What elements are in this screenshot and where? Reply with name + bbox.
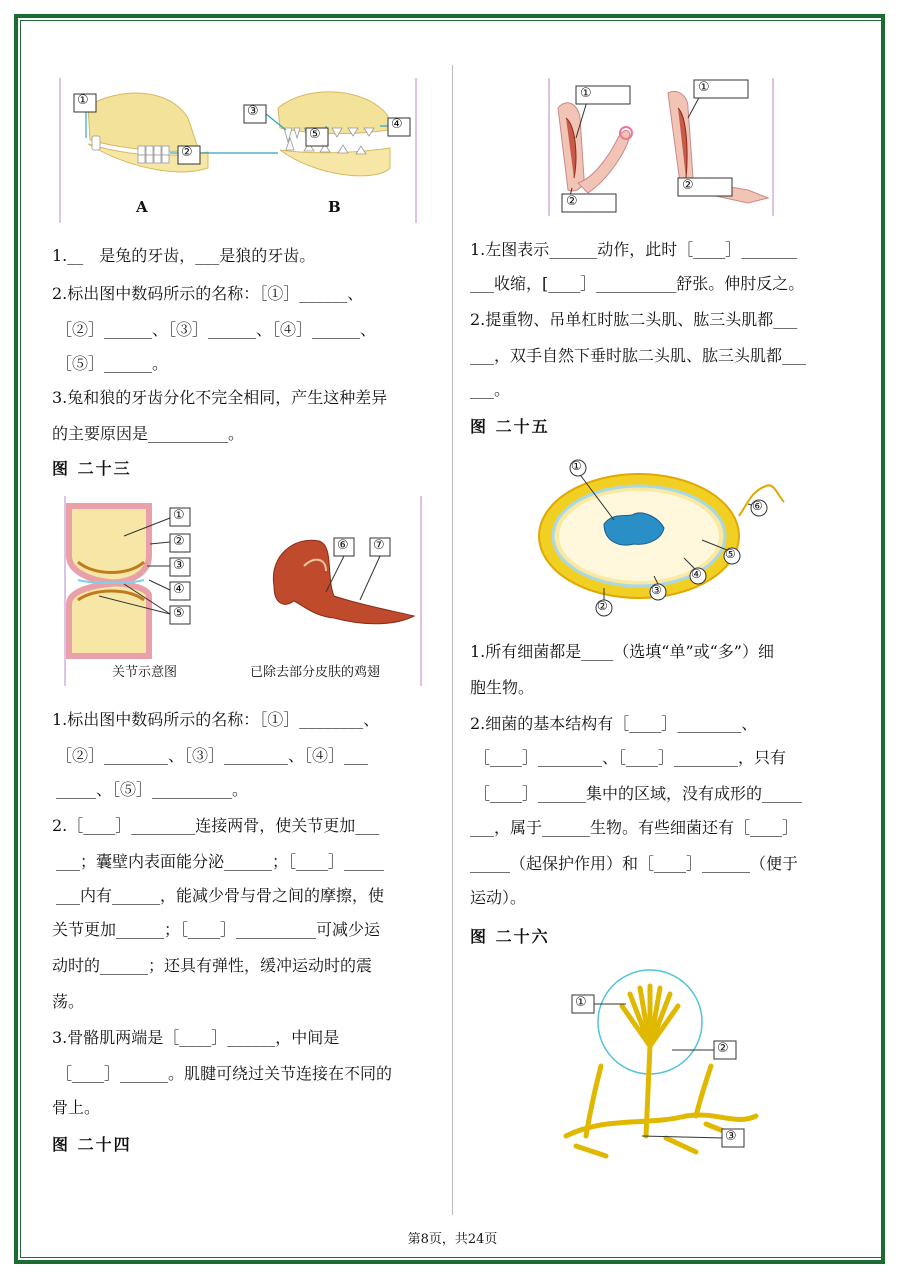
arm-muscle-figure <box>548 78 774 216</box>
fig25-label-2: ② <box>597 599 608 613</box>
teeth-figure <box>58 78 418 223</box>
fig22-label-2: ② <box>181 145 193 160</box>
fig24-label-2a: ② <box>566 194 578 209</box>
fig25-title: 图 二十五 <box>470 417 550 436</box>
chicken-wing-caption: 已除去部分皮肤的鸡翅 <box>250 665 381 680</box>
joint-question-line-12: 骨上。 <box>52 1098 101 1117</box>
joint-illustration <box>64 496 422 686</box>
bacteria-question-line-3: 2.细菌的基本结构有［____］________、 <box>470 714 758 733</box>
joint-question-line-7: 关节更加______；［____］__________可减少运 <box>52 920 381 939</box>
joint-question-line-8: 动时的______；还具有弹性，缓冲运动时的震 <box>52 956 373 975</box>
bacterium-figure <box>534 456 790 618</box>
teeth-question-line-1: 1.__ 是兔的牙齿，___是狼的牙齿。 <box>52 246 316 265</box>
joint-question-line-4: 2.［____］________连接两骨，使关节更加___ <box>52 816 380 835</box>
fig24-label-1a: ① <box>580 86 592 101</box>
fig23-label-3: ③ <box>173 558 185 573</box>
fig26-label-3: ③ <box>725 1129 737 1144</box>
teeth-illustration <box>58 78 418 223</box>
teeth-question-line-3: ［②］______、［③］______、［④］______、 <box>56 320 377 339</box>
fig25-label-1: ① <box>571 459 582 473</box>
fig23-title: 图 二十三 <box>52 459 132 478</box>
arm-question-line-2: ___收缩，[____］__________舒张。伸肘反之。 <box>470 274 805 293</box>
bacterium-illustration <box>534 456 790 618</box>
fig24-title: 图 二十四 <box>52 1135 132 1154</box>
page-footer: 第8页，共24页 <box>407 1232 498 1247</box>
fig25-label-4: ④ <box>691 567 702 581</box>
teeth-question-line-4: ［⑤］______。 <box>56 354 169 373</box>
joint-question-line-10: 3.骨骼肌两端是［____］______，中间是 <box>52 1028 340 1047</box>
bacteria-question-line-1: 1.所有细菌都是____（选填“单”或“多”）细 <box>470 642 774 661</box>
column-divider <box>452 65 453 1215</box>
fig22-label-1: ① <box>77 93 89 108</box>
joint-question-line-2: ［②］________、［③］________、［④］___ <box>56 746 369 765</box>
bacteria-question-line-5: ［____］______集中的区域，没有成形的_____ <box>474 784 803 803</box>
joint-question-line-5: ___；囊壁内表面能分泌______；［____］_____ <box>56 852 385 871</box>
arm-question-line-1: 1.左图表示______动作，此时［____］_______ <box>470 240 798 259</box>
fig23-label-1: ① <box>173 508 185 523</box>
fig22-caption-a: A <box>136 198 148 216</box>
bacteria-question-line-4: ［____］________、［____］________，只有 <box>474 748 787 767</box>
joint-figure <box>64 496 422 686</box>
fig23-label-2: ② <box>173 534 185 549</box>
arm-question-line-3: 2.提重物、吊单杠时肱二头肌、肱三头肌都___ <box>470 310 798 329</box>
fungus-figure <box>546 966 778 1164</box>
joint-caption: 关节示意图 <box>112 665 178 680</box>
fig26-label-1: ① <box>575 995 587 1010</box>
fig23-label-5: ⑤ <box>173 606 185 621</box>
fig22-label-3: ③ <box>247 104 259 119</box>
joint-question-line-11: ［____］______。肌腱可绕过关节连接在不同的 <box>56 1064 393 1083</box>
teeth-question-line-6: 的主要原因是__________。 <box>52 424 245 443</box>
joint-question-line-9: 荡。 <box>52 992 85 1011</box>
teeth-question-line-5: 3.兔和狼的牙齿分化不完全相同，产生这种差异 <box>52 388 388 407</box>
fig22-caption-b: B <box>328 198 341 216</box>
arm-question-line-5: ___。 <box>470 380 511 399</box>
fig23-label-4: ④ <box>173 582 185 597</box>
bacteria-question-line-2: 胞生物。 <box>470 678 535 697</box>
fig26-label-2: ② <box>717 1041 729 1056</box>
fig25-label-5: ⑤ <box>725 547 736 561</box>
joint-question-line-6: ___内有______，能减少骨与骨之间的摩擦，使 <box>56 886 385 905</box>
arm-question-line-4: ___，双手自然下垂时肱二头肌、肱三头肌都___ <box>470 346 807 365</box>
joint-question-line-1: 1.标出图中数码所示的名称：［①］________、 <box>52 710 380 729</box>
fig23-label-6: ⑥ <box>337 538 349 553</box>
fig25-label-3: ③ <box>651 583 662 597</box>
bacteria-question-line-6: ___，属于______生物。有些细菌还有［____］ <box>470 818 799 837</box>
fig26-title: 图 二十六 <box>470 927 550 946</box>
fig24-label-1b: ① <box>698 80 710 95</box>
fig25-label-6: ⑥ <box>752 499 763 513</box>
joint-question-line-3: _____、［⑤］__________。 <box>56 780 249 799</box>
fig23-label-7: ⑦ <box>373 538 385 553</box>
teeth-question-line-2: 2.标出图中数码所示的名称：［①］______、 <box>52 284 364 303</box>
fig22-label-5: ⑤ <box>309 127 321 142</box>
fig22-label-4: ④ <box>391 117 403 132</box>
bacteria-question-line-7: _____（起保护作用）和［____］______（便于 <box>470 854 799 873</box>
fig24-label-2b: ② <box>682 178 694 193</box>
bacteria-question-line-8: 运动）。 <box>470 888 527 907</box>
